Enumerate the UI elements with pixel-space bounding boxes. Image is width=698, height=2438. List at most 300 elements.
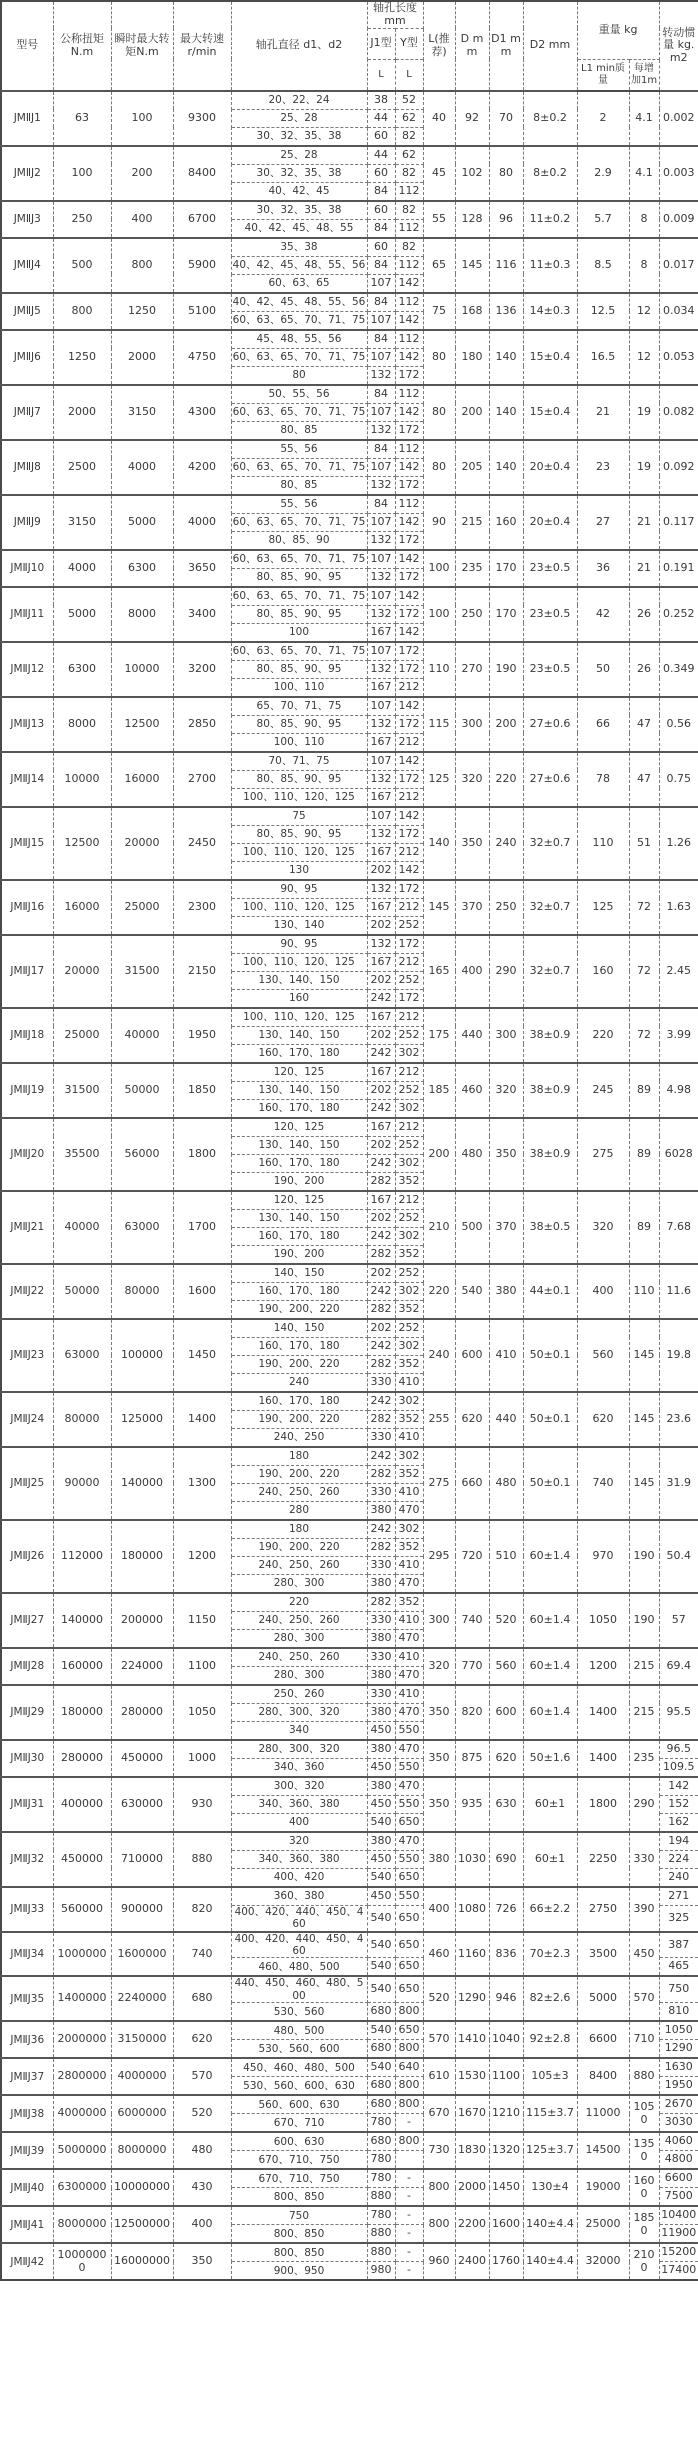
model-cell: JMⅡJ37 [1,2058,53,2095]
max-instant-torque-cell: 16000 [111,752,173,807]
j1-length-cell: 202 [367,861,395,880]
y-length-cell: 172 [395,989,423,1008]
max-speed-cell: 3650 [173,550,231,587]
j1-length-cell: 107 [367,697,395,716]
max-instant-torque-cell: 200 [111,146,173,201]
nominal-torque-cell: 280000 [53,1740,111,1777]
d-cell: 500 [455,1191,489,1264]
j1-length-cell: 167 [367,1008,395,1027]
max-speed-cell: 4000 [173,495,231,550]
weight-per-meter-cell: 72 [629,935,659,1008]
y-length-cell: - [395,2169,423,2188]
l-recommended-cell: 45 [423,146,455,201]
j1-length-cell: 107 [367,807,395,826]
max-instant-torque-cell: 200000 [111,1593,173,1648]
inertia-cell: 95.5 [659,1685,698,1740]
max-instant-torque-cell: 31500 [111,935,173,1008]
l-recommended-cell: 80 [423,385,455,440]
l-recommended-cell: 320 [423,1648,455,1685]
j1-length-cell: 242 [367,1282,395,1300]
table-row [1,146,698,165]
max-speed-cell: 1950 [173,1008,231,1063]
j1-length-cell: 540 [367,1813,395,1832]
max-speed-cell: 1100 [173,1648,231,1685]
y-length-cell: 410 [395,1611,423,1629]
l-recommended-cell: 610 [423,2058,455,2095]
inertia-cell: 4800 [659,2151,698,2170]
y-length-cell: 172 [395,568,423,587]
bore-diameter-cell: 160、170、180 [231,1282,367,1300]
table-row [1,2132,698,2151]
d2-cell: 23±0.5 [523,642,577,697]
inertia-cell: 0.003 [659,146,698,201]
table-row [1,2021,698,2040]
max-speed-cell: 2850 [173,697,231,752]
bore-diameter-cell: 60、63、65、70、71、75 [231,550,367,569]
bore-diameter-cell: 250、260 [231,1685,367,1704]
j1-length-cell: 282 [367,1355,395,1373]
nominal-torque-cell: 20000 [53,935,111,1008]
d1-cell: 290 [489,935,523,1008]
d2-cell: 32±0.7 [523,935,577,1008]
inertia-cell: 162 [659,1813,698,1832]
inertia-cell: 96.5 [659,1740,698,1759]
table-row [1,587,698,606]
bore-diameter-cell: 340 [231,1721,367,1740]
y-length-cell: 470 [395,1777,423,1796]
j1-length-cell: 107 [367,642,395,661]
j1-length-cell: 167 [367,1063,395,1082]
weight-l1-cell: 2750 [577,1887,629,1932]
y-length-cell: 352 [395,1465,423,1483]
bore-diameter-cell: 35、38 [231,238,367,257]
model-cell: JMⅡJ7 [1,385,53,440]
weight-l1-cell: 970 [577,1520,629,1593]
j1-length-cell: 107 [367,513,395,531]
j1-length-cell: 60 [367,127,395,146]
d-cell: 145 [455,238,489,293]
d-cell: 200 [455,385,489,440]
bore-diameter-cell: 60、63、65、70、71、75 [231,348,367,366]
j1-length-cell: 107 [367,458,395,476]
y-length-cell: 470 [395,1740,423,1759]
weight-per-meter-cell: 19 [629,440,659,495]
d1-cell: 690 [489,1832,523,1887]
model-header: 型号 [1,1,53,91]
j1-length-cell: 132 [367,421,395,440]
inertia-header: 转动惯量 kg.m2 [659,1,698,91]
j1-length-cell: 282 [367,1593,395,1612]
y-length-cell: - [395,2243,423,2262]
l-recommended-cell: 570 [423,2021,455,2058]
model-cell: JMⅡJ18 [1,1008,53,1063]
inertia-cell: 50.4 [659,1520,698,1593]
table-row [1,880,698,899]
l1-min-mass-header: L1 min质量 [577,59,629,91]
j1-length-cell: 167 [367,953,395,971]
weight-per-meter-cell: 8 [629,201,659,238]
table-row [1,1520,698,1539]
bore-diameter-cell: 160、170、180 [231,1227,367,1245]
y-length-cell: 800 [395,2132,423,2151]
max-instant-torque-cell: 400 [111,201,173,238]
table-row [1,440,698,459]
table-row [1,293,698,312]
d-cell: 180 [455,330,489,385]
y-length-cell: 800 [395,2077,423,2096]
d1-cell: 140 [489,440,523,495]
nominal-torque-cell: 250 [53,201,111,238]
max-speed-cell: 620 [173,2021,231,2058]
y-length-cell: 302 [395,1154,423,1172]
d1-cell: 560 [489,1648,523,1685]
inertia-cell: 0.252 [659,587,698,642]
weight-per-meter-cell: 2100 [629,2243,659,2280]
d2-cell: 20±0.4 [523,440,577,495]
model-cell: JMⅡJ23 [1,1319,53,1392]
y-length-cell: 112 [395,256,423,274]
d1-header: D1 mm [489,1,523,91]
j1-length-cell: 380 [367,1666,395,1685]
y-length-cell: 302 [395,1099,423,1118]
y-length-cell: 252 [395,1026,423,1044]
d-cell: 1410 [455,2021,489,2058]
y-length-cell: 252 [395,916,423,935]
j1-length-cell: 450 [367,1795,395,1813]
y-length-cell: 112 [395,182,423,201]
j1-length-cell: 202 [367,971,395,989]
d-cell: 1830 [455,2132,489,2169]
nominal-torque-cell: 2000 [53,385,111,440]
d2-cell: 8±0.2 [523,91,577,146]
bore-diameter-cell: 240、250、260 [231,1611,367,1629]
d1-cell: 116 [489,238,523,293]
y-length-cell: 410 [395,1556,423,1574]
table-row [1,2058,698,2077]
bore-diameter-cell: 80、85 [231,421,367,440]
j1-length-cell: 330 [367,1373,395,1392]
l-recommended-cell: 240 [423,1319,455,1392]
d-cell: 2200 [455,2206,489,2243]
weight-l1-cell: 1400 [577,1685,629,1740]
j1-length-cell: 84 [367,182,395,201]
bore-diameter-cell: 160、170、180 [231,1154,367,1172]
y-length-cell: 142 [395,274,423,293]
y-length-cell: 800 [395,2095,423,2114]
nominal-torque-cell: 8000 [53,697,111,752]
l-recommended-cell: 125 [423,752,455,807]
bore-diameter-cell: 340、360、380 [231,1795,367,1813]
bore-diameter-cell: 400、420、440、450、460 [231,1905,367,1931]
d1-cell: 160 [489,495,523,550]
d2-cell: 130±4 [523,2169,577,2206]
d1-cell: 220 [489,752,523,807]
bore-diameter-cell: 140、150 [231,1264,367,1283]
weight-l1-cell: 400 [577,1264,629,1319]
y-length-cell: 470 [395,1666,423,1685]
bore-diameter-cell: 280、300 [231,1666,367,1685]
bore-diameter-cell: 240 [231,1373,367,1392]
bore-diameter-cell: 100、110 [231,733,367,752]
weight-l1-cell: 620 [577,1392,629,1447]
y-length-cell: 252 [395,971,423,989]
table-row [1,1063,698,1082]
table-row [1,1008,698,1027]
bore-diameter-cell: 90、95 [231,880,367,899]
d1-cell: 350 [489,1118,523,1191]
l-recommended-cell: 350 [423,1685,455,1740]
y-length-cell: 352 [395,1538,423,1556]
bore-diameter-cell: 160、170、180 [231,1392,367,1411]
nominal-torque-cell: 1250 [53,330,111,385]
j1-length-cell: 880 [367,2188,395,2207]
y-length-cell: 142 [395,513,423,531]
d1-cell: 200 [489,697,523,752]
l-recommended-header: L(推荐) [423,1,455,91]
nominal-torque-cell: 180000 [53,1685,111,1740]
weight-per-meter-cell: 21 [629,550,659,587]
max-speed-cell: 1000 [173,1740,231,1777]
bore-diameter-cell: 80、85、90、95 [231,770,367,788]
inertia-cell: 10400 [659,2206,698,2225]
y-length-cell: 352 [395,1172,423,1191]
nominal-torque-cell: 63 [53,91,111,146]
nominal-torque-cell: 10000 [53,752,111,807]
y-length-cell: 142 [395,311,423,330]
l-recommended-cell: 460 [423,1932,455,1977]
y-length-cell: 172 [395,660,423,678]
nominal-torque-cell: 400000 [53,1777,111,1832]
j1-length-cell: 330 [367,1648,395,1667]
bore-diameter-cell: 480、500 [231,2021,367,2040]
y-length-cell: 212 [395,1008,423,1027]
nominal-torque-cell: 2800000 [53,2058,111,2095]
d1-cell: 600 [489,1685,523,1740]
inertia-cell: 2.45 [659,935,698,1008]
bore-diameter-cell: 190、200、220 [231,1465,367,1483]
inertia-cell: 17400 [659,2262,698,2281]
d-cell: 92 [455,91,489,146]
j1-length-cell: 282 [367,1300,395,1319]
table-header [1,1,698,91]
d2-cell: 8±0.2 [523,146,577,201]
y-length-cell: 172 [395,642,423,661]
j1-length-cell: 167 [367,1118,395,1137]
d1-cell: 370 [489,1191,523,1264]
model-cell: JMⅡJ41 [1,2206,53,2243]
d2-cell: 50±1.6 [523,1740,577,1777]
d2-cell: 38±0.9 [523,1008,577,1063]
y-length-cell [395,2151,423,2170]
y-length-cell: 142 [395,403,423,421]
j1-length-cell: 242 [367,1447,395,1466]
weight-l1-cell: 36 [577,550,629,587]
max-instant-torque-cell: 100000 [111,1319,173,1392]
model-cell: JMⅡJ28 [1,1648,53,1685]
model-cell: JMⅡJ3 [1,201,53,238]
y-length-cell: 302 [395,1227,423,1245]
y-length-cell: 410 [395,1648,423,1667]
max-instant-torque-cell: 10000000 [111,2169,173,2206]
model-cell: JMⅡJ9 [1,495,53,550]
l-recommended-cell: 800 [423,2169,455,2206]
bore-diameter-cell: 530、560 [231,2003,367,2022]
j1-length-cell: 680 [367,2077,395,2096]
bore-diameter-cell: 340、360 [231,1758,367,1777]
d1-cell: 1600 [489,2206,523,2243]
d1-cell: 1320 [489,2132,523,2169]
weight-l1-cell: 110 [577,807,629,880]
d-cell: 1530 [455,2058,489,2095]
y-length-cell: 550 [395,1850,423,1868]
d-cell: 540 [455,1264,489,1319]
j1-length-cell: 167 [367,623,395,642]
inertia-cell: 1.63 [659,880,698,935]
j1-length-cell: 242 [367,1154,395,1172]
bore-diameter-cell: 40、42、45 [231,182,367,201]
j1-length-cell: 107 [367,348,395,366]
weight-l1-cell: 42 [577,587,629,642]
d-cell: 1290 [455,1976,489,2021]
j1-length-cell: 167 [367,843,395,861]
weight-l1-cell: 5000 [577,1976,629,2021]
l-recommended-cell: 115 [423,697,455,752]
y-length-cell: 352 [395,1593,423,1612]
inertia-cell: 194 [659,1832,698,1851]
d-cell: 1080 [455,1887,489,1932]
j1-length-cell: 540 [367,1905,395,1931]
y-length-cell: 352 [395,1355,423,1373]
d2-cell: 50±0.1 [523,1447,577,1520]
bore-diameter-cell: 120、125 [231,1063,367,1082]
model-cell: JMⅡJ8 [1,440,53,495]
inertia-cell: 2670 [659,2095,698,2114]
max-instant-torque-cell: 3150000 [111,2021,173,2058]
weight-l1-cell: 8.5 [577,238,629,293]
d-cell: 2000 [455,2169,489,2206]
max-instant-torque-cell: 100 [111,91,173,146]
y-length-cell: 212 [395,678,423,697]
max-instant-torque-cell: 140000 [111,1447,173,1520]
model-cell: JMⅡJ11 [1,587,53,642]
bore-diameter-cell: 800、850 [231,2243,367,2262]
d1-cell: 410 [489,1319,523,1392]
j1-type-header: J1型 [367,28,395,59]
bore-diameter-cell: 80、85、90、95 [231,660,367,678]
bore-diameter-cell: 400、420 [231,1868,367,1887]
bore-diameter-cell: 190、200 [231,1245,367,1264]
bore-diameter-cell: 240、250 [231,1428,367,1447]
j1-length-cell: 202 [367,1319,395,1338]
nominal-torque-cell: 4000000 [53,2095,111,2132]
d2-cell: 92±2.8 [523,2021,577,2058]
weight-per-meter-cell: 12 [629,293,659,330]
max-speed-cell: 820 [173,1887,231,1932]
j1-length-cell: 44 [367,146,395,165]
weight-l1-cell: 160 [577,935,629,1008]
max-speed-cell: 570 [173,2058,231,2095]
j1-length-cell: 167 [367,678,395,697]
y-length-cell: 112 [395,293,423,312]
y-length-cell: 212 [395,1118,423,1137]
max-instant-torque-cell: 12500 [111,697,173,752]
l-recommended-cell: 55 [423,201,455,238]
max-speed-cell: 430 [173,2169,231,2206]
max-speed-cell: 6700 [173,201,231,238]
j1-length-cell: 540 [367,2021,395,2040]
nominal-torque-cell: 40000 [53,1191,111,1264]
y-length-cell: 172 [395,935,423,954]
bore-diameter-cell: 900、950 [231,2262,367,2281]
bore-diameter-cell: 240、250、260 [231,1648,367,1667]
weight-per-meter-cell: 47 [629,752,659,807]
max-instant-torque-cell: 10000 [111,642,173,697]
d2-cell: 27±0.6 [523,697,577,752]
max-speed-cell: 1200 [173,1520,231,1593]
nominal-torque-cell: 6300000 [53,2169,111,2206]
nominal-torque-cell: 4000 [53,550,111,587]
y-length-cell: 410 [395,1428,423,1447]
y-length-cell: - [395,2262,423,2281]
y-length-cell: - [395,2225,423,2244]
max-speed-cell: 4300 [173,385,231,440]
max-speed-cell: 480 [173,2132,231,2169]
y-length-cell: 82 [395,238,423,257]
j1-length-cell: 330 [367,1685,395,1704]
j1-length-cell: 107 [367,752,395,771]
model-cell: JMⅡJ24 [1,1392,53,1447]
y-length-cell: 470 [395,1832,423,1851]
bore-diameter-cell: 80、85、90 [231,531,367,550]
j1-length-cell: 380 [367,1740,395,1759]
max-instant-torque-cell: 224000 [111,1648,173,1685]
model-cell: JMⅡJ27 [1,1593,53,1648]
d-cell: 440 [455,1008,489,1063]
weight-per-meter-cell: 4.1 [629,91,659,146]
weight-header: 重量 kg [577,1,659,59]
d-cell: 935 [455,1777,489,1832]
nominal-torque-cell: 2500 [53,440,111,495]
model-cell: JMⅡJ34 [1,1932,53,1977]
d2-cell: 115±3.7 [523,2095,577,2132]
d2-cell: 60±1.4 [523,1648,577,1685]
max-instant-torque-cell: 8000000 [111,2132,173,2169]
y-length-cell: 142 [395,348,423,366]
model-cell: JMⅡJ29 [1,1685,53,1740]
weight-l1-cell: 125 [577,880,629,935]
max-instant-torque-cell: 6300 [111,550,173,587]
bore-diameter-cell: 560、600、630 [231,2095,367,2114]
max-instant-torque-cell: 710000 [111,1832,173,1887]
d-cell: 300 [455,697,489,752]
weight-per-meter-cell: 72 [629,880,659,935]
d-cell: 1030 [455,1832,489,1887]
d1-cell: 726 [489,1887,523,1932]
model-cell: JMⅡJ39 [1,2132,53,2169]
model-cell: JMⅡJ4 [1,238,53,293]
weight-per-meter-cell: 1350 [629,2132,659,2169]
j1-length-cell: 680 [367,2003,395,2022]
d1-cell: 300 [489,1008,523,1063]
y-length-cell: 142 [395,587,423,606]
bore-diameter-cell: 320 [231,1832,367,1851]
weight-per-meter-cell: 89 [629,1118,659,1191]
d1-cell: 136 [489,293,523,330]
bore-diameter-cell: 40、42、45、48、55、56 [231,293,367,312]
d2-cell: 44±0.1 [523,1264,577,1319]
j1-length-cell: 84 [367,440,395,459]
l-recommended-cell: 275 [423,1447,455,1520]
